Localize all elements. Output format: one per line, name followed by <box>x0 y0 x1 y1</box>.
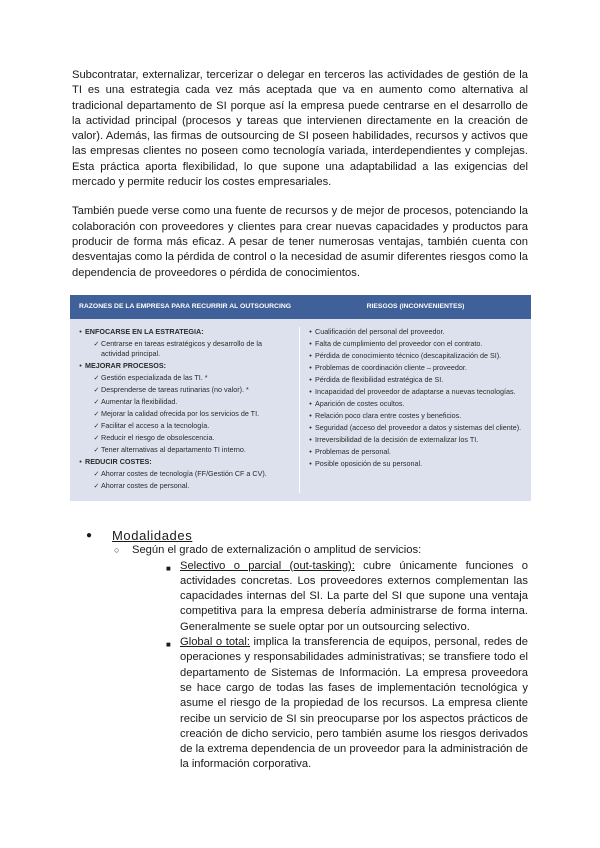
hollow-circle-icon: ○ <box>114 545 120 556</box>
bullet-icon: • <box>309 362 312 372</box>
list-item: ○ Según el grado de externalización o amplitud de servicios: <box>114 543 528 558</box>
table-row: • Seguridad (acceso del proveedor a datos y sistemas del cliente). <box>306 423 522 434</box>
check-icon: ✓ <box>93 338 100 348</box>
check-icon: ✓ <box>93 433 100 443</box>
check-icon: ✓ <box>93 373 100 383</box>
table-row: • Cualificación del personal del proveedor. <box>306 327 522 338</box>
table-header <box>70 295 531 319</box>
check-icon: ✓ <box>93 421 100 431</box>
check-icon: ✓ <box>93 469 100 479</box>
table-row: ✓ Gestión especializada de las TI. * <box>93 373 208 383</box>
bullet-icon: • <box>309 326 312 336</box>
table-row: • Irreversibilidad de la decisión de externalizar los TI. <box>306 435 522 446</box>
bullet-icon: • <box>309 338 312 348</box>
table-row: • Falta de cumplimiento del proveedor con el contrato. <box>306 339 522 350</box>
bullet-icon: • <box>79 361 82 371</box>
table-row: • ENFOCARSE EN LA ESTRATEGIA: <box>76 327 291 338</box>
bullet-icon: • <box>309 386 312 396</box>
table-row: • Pérdida de flexibilidad estratégica de SI. <box>306 375 522 386</box>
bullet-icon: • <box>309 446 312 456</box>
bullet-icon: • <box>309 422 312 432</box>
bullet-icon: • <box>309 434 312 444</box>
table-row: ✓ Mejorar la calidad ofrecida por los servicios de TI. <box>93 409 260 419</box>
check-icon: ✓ <box>93 481 100 491</box>
paragraph-resources: También puede verse como una fuente de recursos y de mejor de procesos, potenciando la colaboración con proveedores y clientes para crear nuevas capacidades y productos para producir de forma más eficaz. A pesar de tener numerosas ventajas, también cuenta con desventajas como la pérdida de control o la necesidad de asumir diferentes riesgos como la dependencia de proveedores o pérdida de conocimientos. <box>72 205 528 279</box>
document-page <box>72 68 528 501</box>
square-bullet-icon: ■ <box>166 640 171 650</box>
bullet-icon: • <box>309 350 312 360</box>
term-global: Global o total: <box>180 636 250 649</box>
list-item: ■ Selectivo o parcial (out-tasking): cubre únicamente funciones o actividades concretas. Los proveedores externos complementan las capacidades internas del SI. La parte del SI que supone una ventaja competitiva para la empresa debería administrarse de forma interna. Generalmente se suele optar por un outsourcing selectivo. <box>166 559 528 635</box>
table-row: • Pérdida de conocimiento técnico (descapitalización de SI). <box>306 351 522 362</box>
table-row: • Relación poco clara entre costes y beneficios. <box>306 411 522 422</box>
table-row: ✓ Centrarse en tareas estratégicos y desarrollo de la actividad principal. <box>93 338 263 359</box>
table-row: • Problemas de coordinación cliente – proveedor. <box>306 363 522 374</box>
bullet-icon: • <box>309 374 312 384</box>
bullet-icon: • <box>309 398 312 408</box>
table-row: • REDUCIR COSTES: <box>76 457 291 468</box>
table-row: ✓ Tener alternativas al departamento TI interno. <box>93 445 246 455</box>
table-body <box>70 319 531 502</box>
header-risks: RIESGOS (INCONVENIENTES) <box>366 303 465 311</box>
table-row: • Problemas de personal. <box>306 447 522 458</box>
paragraph-intro: Subcontratar, externalizar, tercerizar o delegar en terceros las actividades de gestión de la TI es una estrategia cada vez más aceptada que va en aumento como alternativa al tradicional departamento de SI porque así la empresa puede centrarse en el desarrollo de la actividad principal (procesos y tareas que intervienen directamente en la creación de valor). Además, las firmas de outsourcing de SI poseen habilidades, recursos y activos que las empresas clientes no poseen como tecnología variada, interdependientes y complejas. Esta práctica aporta flexibilidad, lo que supone una adaptabilidad a las exigencias del mercado y permite reducir los costes empresariales. <box>72 69 528 189</box>
check-icon: ✓ <box>93 409 100 419</box>
table-row: ✓ Reducir el riesgo de obsolescencia. <box>93 433 215 443</box>
table-row: ✓ Desprenderse de tareas rutinarias (no valor). * <box>93 385 249 395</box>
term-selectivo: Selectivo o parcial (out-tasking): <box>180 559 355 572</box>
check-icon: ✓ <box>93 445 100 455</box>
table-row: • Posible oposición de su personal. <box>306 459 522 470</box>
bullet-icon: • <box>79 457 82 467</box>
bullet-icon: • <box>309 410 312 420</box>
list-item: ■ Global o total: implica la transferencia de equipos, personal, redes de operaciones y responsabilidades administrativas; se transfiere todo el departamento de Sistemas de Información. La empresa proveedora se hace cargo de todas las fases de implementación tecnológica y asume el riesgo de la propiedad de los recursos. La empresa cliente recibe un servicio de SI sin preocuparse por los aspectos prácticos de creación de dicho servicio, pero también asume los riesgos derivados de la extrema dependencia de un proveedor para la administración de la información corporativa. <box>166 635 528 773</box>
bullet-icon: • <box>309 458 312 468</box>
table-row: • MEJORAR PROCESOS: <box>76 361 291 372</box>
table-row: ✓ Facilitar el acceso a la tecnología. <box>93 421 210 431</box>
bullet-icon: • <box>79 326 82 336</box>
check-icon: ✓ <box>93 385 100 395</box>
list-item <box>86 528 528 543</box>
check-icon: ✓ <box>93 397 100 407</box>
table-row: ✓ Aumentar la flexibilidad. <box>93 397 178 407</box>
section-title: Modalidades <box>112 528 193 543</box>
risks-column <box>300 327 530 494</box>
square-bullet-icon: ■ <box>166 563 171 573</box>
table-row: • Incapacidad del proveedor de adaptarse a nuevas tecnologías. <box>306 387 522 398</box>
outsourcing-table <box>70 295 531 502</box>
reasons-column <box>70 327 300 494</box>
table-row: • Aparición de costes ocultos. <box>306 399 522 410</box>
table-row: ✓ Ahorrar costes de personal. <box>93 481 190 491</box>
filled-circle-icon: ● <box>86 530 93 541</box>
table-row: ✓ Ahorrar costes de tecnología (FF/Gestión CF a CV). <box>93 469 267 479</box>
header-reasons: RAZONES DE LA EMPRESA PARA RECURRIR AL OUTSOURCING <box>78 303 292 311</box>
modalidades-list <box>72 528 528 773</box>
